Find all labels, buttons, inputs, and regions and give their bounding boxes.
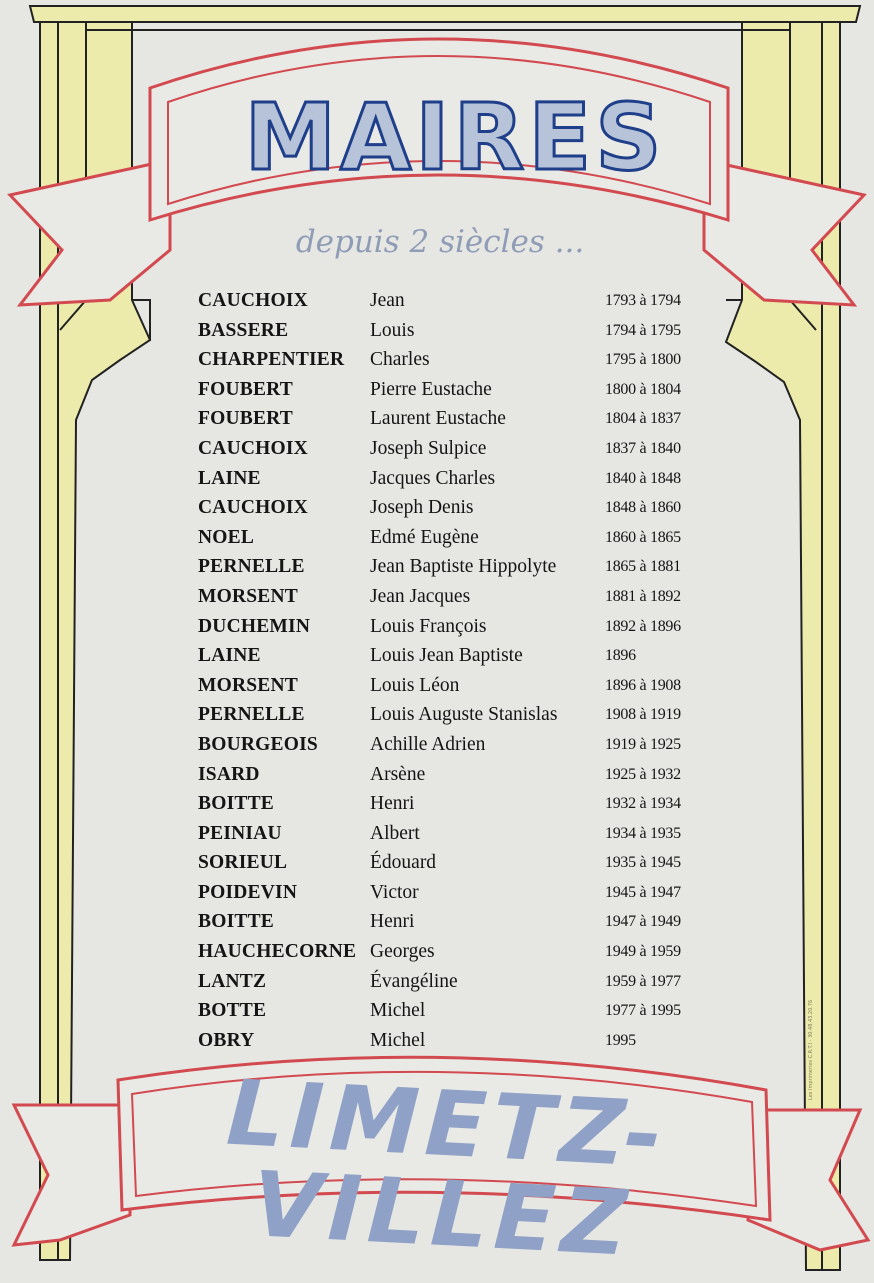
mayor-surname: OBRY	[198, 1029, 255, 1051]
mayor-firstname: Michel	[370, 1029, 426, 1051]
mayor-row	[198, 319, 698, 349]
mayor-firstname: Henri	[370, 911, 415, 933]
mayor-surname: CAUCHOIX	[198, 497, 308, 519]
mayor-years: 1947 à 1949	[605, 913, 681, 931]
mayor-surname: LAINE	[198, 467, 261, 489]
mayor-row	[198, 763, 698, 793]
mayor-firstname: Évangéline	[370, 970, 458, 992]
mayor-row	[198, 407, 698, 437]
mayor-row	[198, 348, 698, 378]
mayor-surname: HAUCHECORNE	[198, 941, 357, 963]
mayors-list	[198, 289, 698, 1058]
mayor-surname: MORSENT	[198, 674, 298, 696]
mayor-firstname: Édouard	[370, 852, 437, 874]
mayor-row	[198, 851, 698, 881]
mayor-row	[198, 733, 698, 763]
mayor-row	[198, 467, 698, 497]
mayor-row	[198, 378, 698, 408]
mayor-firstname: Achille Adrien	[370, 733, 486, 755]
mayor-surname: LANTZ	[198, 970, 267, 992]
mayor-years: 1892 à 1896	[605, 617, 681, 635]
mayor-firstname: Louis Jean Baptiste	[370, 645, 523, 667]
mayor-row	[198, 555, 698, 585]
mayor-years: 1932 à 1934	[605, 795, 681, 813]
mayor-years: 1925 à 1932	[605, 765, 681, 783]
mayor-firstname: Henri	[370, 793, 415, 815]
mayor-firstname: Georges	[370, 941, 435, 963]
mayor-row	[198, 1029, 698, 1059]
mayor-surname: BOURGEOIS	[198, 733, 318, 755]
mayor-firstname: Arsène	[370, 763, 426, 785]
mayor-row	[198, 526, 698, 556]
mayor-years: 1908 à 1919	[605, 706, 681, 724]
mayor-surname: PERNELLE	[198, 556, 305, 578]
mayor-row	[198, 970, 698, 1000]
mayor-firstname: Jean Baptiste Hippolyte	[370, 556, 557, 578]
town-name: LIMETZ-VILLEZ	[224, 1060, 671, 1277]
mayor-years: 1959 à 1977	[605, 972, 681, 990]
mayor-firstname: Louis François	[370, 615, 487, 637]
mayor-years: 1848 à 1860	[605, 499, 681, 517]
mayor-row	[198, 703, 698, 733]
mayor-years: 1977 à 1995	[605, 1002, 681, 1020]
mayor-row	[198, 644, 698, 674]
mayor-years: 1837 à 1840	[605, 439, 681, 457]
mayor-years: 1804 à 1837	[605, 410, 681, 428]
mayor-surname: LAINE	[198, 645, 261, 667]
mayor-years: 1949 à 1959	[605, 943, 681, 961]
printer-note: Les Imprimeries C.R.T.I - 30.48.43.20.76	[808, 999, 814, 1100]
mayor-surname: DUCHEMIN	[198, 615, 311, 637]
mayor-firstname: Victor	[370, 881, 419, 903]
mayor-surname: MORSENT	[198, 585, 298, 607]
mayor-surname: PEINIAU	[198, 822, 282, 844]
mayor-firstname: Louis Auguste Stanislas	[370, 704, 558, 726]
mayor-years: 1919 à 1925	[605, 735, 681, 753]
mayor-surname: CHARPENTIER	[198, 349, 345, 371]
mayor-surname: ISARD	[198, 763, 260, 785]
mayor-surname: BOTTE	[198, 1000, 267, 1022]
mayor-years: 1935 à 1945	[605, 854, 681, 872]
mayor-row	[198, 910, 698, 940]
mayor-surname: SORIEUL	[198, 852, 288, 874]
mayor-years: 1800 à 1804	[605, 380, 681, 398]
mayor-surname: BASSERE	[198, 319, 289, 341]
mayor-years: 1995	[605, 1031, 636, 1049]
mayor-firstname: Jean Jacques	[370, 585, 471, 607]
mayor-surname: BOITTE	[198, 793, 274, 815]
mayor-row	[198, 615, 698, 645]
mayor-firstname: Laurent Eustache	[370, 408, 506, 430]
mayor-row	[198, 822, 698, 852]
mayor-surname: CAUCHOIX	[198, 290, 308, 311]
mayor-years: 1934 à 1935	[605, 824, 681, 842]
mayor-row	[198, 792, 698, 822]
mayor-years: 1860 à 1865	[605, 528, 681, 546]
mayor-firstname: Louis Léon	[370, 674, 460, 696]
mayor-row	[198, 437, 698, 467]
mayor-firstname: Michel	[370, 1000, 426, 1022]
mayor-years: 1881 à 1892	[605, 587, 681, 605]
mayor-row	[198, 289, 698, 319]
mayor-row	[198, 881, 698, 911]
mayor-row	[198, 999, 698, 1029]
mayor-firstname: Louis	[370, 319, 415, 341]
mayor-row	[198, 585, 698, 615]
mayor-years: 1896 à 1908	[605, 676, 681, 694]
mayor-surname: CAUCHOIX	[198, 437, 308, 459]
mayor-firstname: Charles	[370, 349, 430, 371]
mayor-firstname: Joseph Sulpice	[370, 437, 487, 459]
mayor-row	[198, 940, 698, 970]
mayor-years: 1945 à 1947	[605, 883, 681, 901]
mayor-surname: POIDEVIN	[198, 881, 298, 903]
mayor-years: 1794 à 1795	[605, 321, 681, 339]
mayor-surname: NOEL	[198, 526, 255, 548]
mayor-firstname: Edmé Eugène	[370, 526, 479, 548]
mayor-firstname: Jean	[370, 290, 405, 311]
mayor-firstname: Pierre Eustache	[370, 378, 492, 400]
mayor-years: 1793 à 1794	[605, 292, 681, 309]
mayor-years: 1896	[605, 647, 636, 665]
mayor-years: 1865 à 1881	[605, 558, 681, 576]
subtitle: depuis 2 siècles ...	[295, 224, 585, 260]
page-title: MAIRES	[244, 84, 666, 191]
mayor-surname: FOUBERT	[198, 378, 293, 400]
mayor-surname: PERNELLE	[198, 704, 305, 726]
mayor-surname: FOUBERT	[198, 408, 293, 430]
mayor-firstname: Jacques Charles	[370, 467, 496, 489]
mayor-row	[198, 674, 698, 704]
mayor-years: 1795 à 1800	[605, 351, 681, 369]
mayor-years: 1840 à 1848	[605, 469, 681, 487]
mayor-firstname: Albert	[370, 822, 420, 844]
mayor-firstname: Joseph Denis	[370, 497, 474, 519]
mayor-row	[198, 496, 698, 526]
mayor-surname: BOITTE	[198, 911, 274, 933]
